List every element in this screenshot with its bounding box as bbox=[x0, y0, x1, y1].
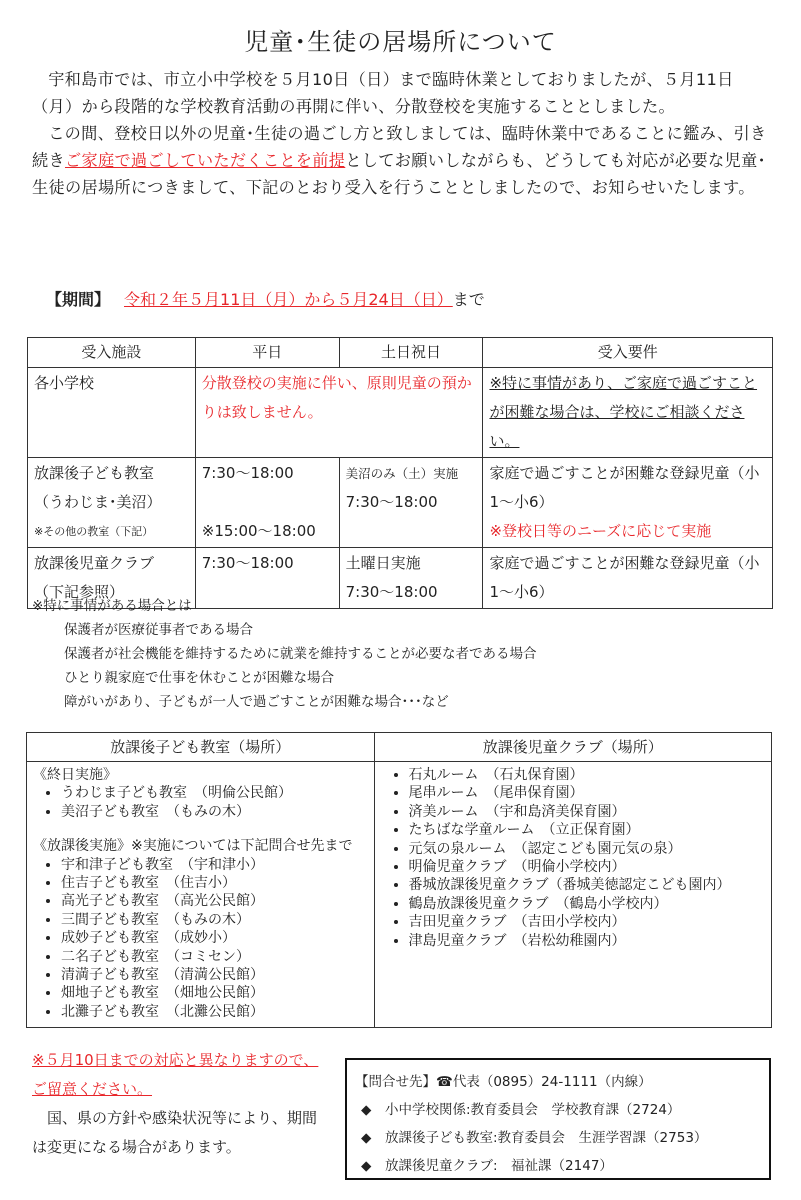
list-item: • 畑地子ども教室 （畑地公民館） bbox=[61, 984, 368, 1002]
facility-table bbox=[27, 337, 773, 609]
intro-text-a: この間、登校日以外の児童･生徒の過ごし方と致しましては、臨時休業中であることに鑑み、引き続き bbox=[32, 124, 767, 170]
diamond-bullet-icon: ◆ bbox=[361, 1158, 372, 1174]
list-item: • 番城放課後児童クラブ（番城美徳認定こども園内） bbox=[409, 876, 765, 894]
notes-item: 保護者が医療従事者である場合 bbox=[64, 622, 253, 638]
list-item: • 北灘子ども教室 （北灘公民館） bbox=[61, 1003, 368, 1021]
cell-facility: 各小学校 bbox=[28, 368, 196, 458]
table-row bbox=[28, 368, 773, 458]
cell-weekday bbox=[195, 458, 339, 548]
after-school-label: 《放課後実施》※実施については下記問合せ先まで bbox=[33, 838, 353, 855]
locations-header-row bbox=[27, 733, 772, 762]
diamond-bullet-icon: ◆ bbox=[361, 1130, 372, 1146]
list-item: • 三間子ども教室 （もみの木） bbox=[61, 911, 368, 929]
contact-text: 小中学校関係:教育委員会 学校教育課（2724） bbox=[385, 1102, 681, 1118]
list-item: • 高光子ども教室 （高光公民館） bbox=[61, 892, 368, 910]
header-requirement: 受入要件 bbox=[483, 338, 773, 368]
contact-text: 放課後子ども教室:教育委員会 生涯学習課（2753） bbox=[385, 1130, 708, 1146]
intro-paragraph-1: 宇和島市では、市立小中学校を５月10日（日）まで臨時休業としておりましたが、５月11日（月）から段階的な学校教育活動の再開に伴い、分散登校を実施することとしました。 bbox=[32, 70, 734, 116]
list-item: • たちばな学童ルーム （立正保育園） bbox=[409, 821, 765, 839]
allday-label: 《終日実施》 bbox=[33, 767, 117, 783]
notes-heading: ※特に事情がある場合とは bbox=[32, 598, 192, 614]
facility-line-2: （下記参照） bbox=[34, 583, 125, 601]
list-item: • 明倫児童クラブ （明倫小学校内） bbox=[409, 858, 765, 876]
list-item: • 元気の泉ルーム （認定こども園元気の泉） bbox=[409, 840, 765, 858]
facility-note: ※その他の教室（下記） bbox=[34, 525, 154, 538]
contact-row bbox=[355, 1096, 759, 1124]
list-item: • 成妙子ども教室 （成妙小） bbox=[61, 929, 368, 947]
warning-line-2: 国、県の方針や感染状況等により、期間は変更になる場合があります。 bbox=[32, 1109, 318, 1156]
special-circumstances-notes bbox=[32, 594, 537, 714]
allday-list bbox=[33, 784, 368, 821]
warning-line-1: ※５月10日までの対応と異なりますので、ご留意ください。 bbox=[32, 1051, 319, 1098]
cell-facility bbox=[28, 458, 196, 548]
list-item: • 津島児童クラブ （岩松幼稚園内） bbox=[409, 932, 765, 950]
list-item: • 清満子ども教室 （清満公民館） bbox=[61, 966, 368, 984]
holiday-time: 7:30～18:00 bbox=[345, 583, 438, 601]
after-school-list bbox=[33, 856, 368, 1022]
requirement-red-note: ※登校日等のニーズに応じて実施 bbox=[489, 522, 712, 540]
contact-box bbox=[345, 1058, 771, 1180]
notes-item: 保護者が社会機能を維持するために就業を維持することが必要な者である場合 bbox=[64, 646, 537, 662]
header-weekday: 平日 bbox=[195, 338, 339, 368]
list-item: • 尾串ルーム （尾串保育園） bbox=[409, 784, 765, 802]
diamond-bullet-icon: ◆ bbox=[361, 1102, 372, 1118]
period-value: 令和２年５月11日（月）から５月24日（日） bbox=[124, 290, 453, 309]
facility-line-1: 放課後児童クラブ bbox=[34, 554, 155, 572]
list-item: • 住吉子ども教室 （住吉小） bbox=[61, 874, 368, 892]
table-row bbox=[28, 458, 773, 548]
notes-item: ひとり親家庭で仕事を休むことが困難な場合 bbox=[64, 670, 334, 686]
warning-note bbox=[32, 1046, 322, 1162]
list-item: • 済美ルーム （宇和島済美保育園） bbox=[409, 803, 765, 821]
notes-item: 障がいがあり、子どもが一人で過ごすことが困難な場合･･･など bbox=[64, 694, 449, 710]
list-item: • 宇和津子ども教室 （宇和津小） bbox=[61, 856, 368, 874]
header-facility: 受入施設 bbox=[28, 338, 196, 368]
holiday-note: 土曜日実施 bbox=[345, 554, 421, 572]
list-item: • 吉田児童クラブ （吉田小学校内） bbox=[409, 913, 765, 931]
period-line bbox=[46, 287, 485, 310]
header-holiday: 土日祝日 bbox=[339, 338, 483, 368]
children-club-list bbox=[374, 762, 771, 1028]
period-label: 【期間】 bbox=[46, 290, 111, 309]
contact-heading: 【問合せ先】☎代表（0895）24-1111（内線） bbox=[355, 1074, 652, 1090]
table-header-row bbox=[28, 338, 773, 368]
locations-body-row bbox=[27, 762, 772, 1028]
holiday-time: 7:30～18:00 bbox=[345, 493, 438, 511]
cell-weekday-note: 分散登校の実施に伴い、原則児童の預かりは致しません。 bbox=[195, 368, 483, 458]
period-suffix: まで bbox=[452, 290, 485, 309]
intro-section bbox=[32, 66, 774, 201]
list-item: • 鶴島放課後児童クラブ （鶴島小学校内） bbox=[409, 895, 765, 913]
list-item: • 石丸ルーム （石丸保育園） bbox=[409, 766, 765, 784]
weekday-time-2: ※15:00～18:00 bbox=[201, 522, 316, 540]
locations-table bbox=[26, 732, 772, 1028]
club-list bbox=[381, 766, 765, 950]
list-item: • うわじま子ども教室 （明倫公民館） bbox=[61, 784, 368, 802]
cell-requirement bbox=[483, 458, 773, 548]
cell-requirement: ※特に事情があり、ご家庭で過ごすことが困難な場合は、学校にご相談ください。 bbox=[483, 368, 773, 458]
contact-text: 放課後児童クラブ: 福祉課（2147） bbox=[385, 1158, 613, 1174]
contact-row bbox=[355, 1152, 759, 1180]
locations-right-header: 放課後児童クラブ（場所） bbox=[374, 733, 771, 762]
cell-weekday: 7:30～18:00 bbox=[195, 548, 339, 609]
requirement-text: 家庭で過ごすことが困難な登録児童（小1～小6） bbox=[489, 464, 760, 511]
facility-line-1: 放課後子ども教室 bbox=[34, 464, 155, 482]
holiday-note: 美沼のみ（土）実施 bbox=[345, 466, 459, 481]
contact-row bbox=[355, 1124, 759, 1152]
intro-paragraph-2 bbox=[32, 120, 774, 201]
intro-highlight: ご家庭で過ごしていただくことを前提 bbox=[64, 151, 346, 170]
list-item: • 美沼子ども教室 （もみの木） bbox=[61, 803, 368, 821]
kids-classroom-list bbox=[27, 762, 375, 1028]
cell-holiday bbox=[339, 458, 483, 548]
intro-text-b: としてお願いしながらも、どうしても対応が必要な児童･生徒の居場所につきまして、下記のとおり受入を行うこととしましたので、お知らせいたします。 bbox=[32, 151, 766, 197]
locations-left-header: 放課後子ども教室（場所） bbox=[27, 733, 375, 762]
page-title: 児童･生徒の居場所について bbox=[244, 28, 557, 56]
cell-requirement: 家庭で過ごすことが困難な登録児童（小1～小6） bbox=[483, 548, 773, 609]
list-item: • 二名子ども教室 （コミセン） bbox=[61, 948, 368, 966]
facility-line-2: （うわじま･美沼） bbox=[34, 493, 162, 511]
weekday-time-1: 7:30～18:00 bbox=[201, 464, 294, 482]
